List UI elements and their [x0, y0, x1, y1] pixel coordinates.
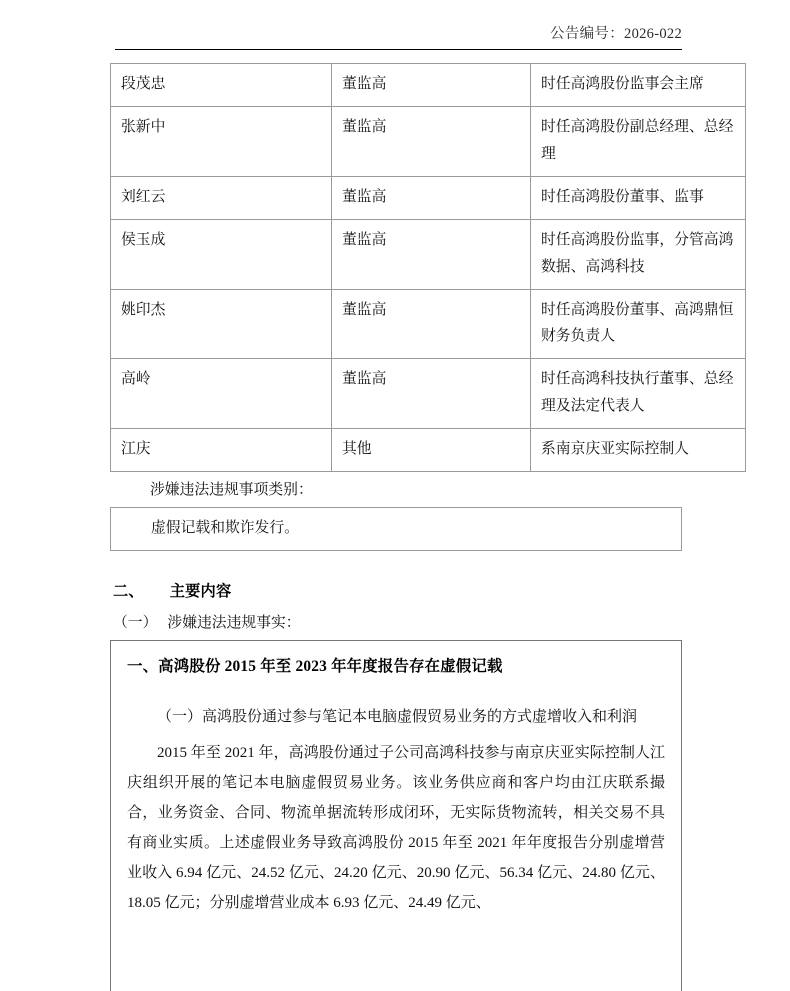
person-name-cell — [111, 359, 332, 429]
table-row — [111, 106, 746, 176]
violation-category-label: 涉嫌违法违规事项类别： — [150, 482, 313, 498]
subsection-one-label — [113, 611, 301, 632]
table-row — [111, 219, 746, 289]
person-name-cell — [111, 289, 332, 359]
person-name-cell — [111, 219, 332, 289]
person-detail-cell — [531, 64, 746, 107]
table-row — [111, 289, 746, 359]
table-row — [111, 64, 746, 107]
table-row — [111, 176, 746, 219]
person-role-cell — [332, 359, 531, 429]
person-detail: 时任高鸿股份监事会主席 — [541, 76, 704, 92]
person-role-cell — [332, 106, 531, 176]
person-name-cell — [111, 429, 332, 472]
person-role-cell — [332, 289, 531, 359]
section-two-number: 二、 — [113, 583, 144, 600]
person-detail: 系南京庆亚实际控制人 — [541, 441, 689, 458]
person-detail: 时任高鸿股份副总经理、总经理 — [541, 118, 734, 162]
person-detail: 时任高鸿股份董事、监事 — [541, 188, 704, 205]
person-detail-cell — [531, 219, 746, 289]
table-row — [111, 359, 746, 429]
person-detail-cell — [531, 289, 746, 359]
subsection-one-marker: （一） — [113, 615, 158, 631]
person-detail-cell — [531, 359, 746, 429]
header-divider — [115, 49, 682, 50]
person-role: 董监高 — [342, 301, 387, 318]
announcement-number: 公告编号：2026-022 — [550, 26, 682, 42]
person-role: 其他 — [342, 441, 372, 458]
person-detail: 时任高鸿科技执行董事、总经理及法定代表人 — [541, 371, 734, 415]
person-name: 江庆 — [121, 441, 151, 458]
table-row — [111, 429, 746, 472]
person-detail: 时任高鸿股份监事，分管高鸿数据、高鸿科技 — [541, 231, 734, 275]
people-table-body — [111, 64, 746, 472]
section-two-heading — [113, 580, 231, 601]
person-role: 董监高 — [342, 371, 387, 388]
person-name-cell — [111, 64, 332, 107]
person-name: 刘红云 — [121, 188, 166, 205]
person-name: 高岭 — [121, 371, 151, 388]
person-name-cell — [111, 106, 332, 176]
content-title: 一、高鸿股份 2015 年至 2023 年年度报告存在虚假记载 — [127, 658, 503, 675]
section-two-title: 主要内容 — [169, 583, 232, 600]
person-detail-cell — [531, 429, 746, 472]
subsection-one-title: 涉嫌违法违规事实： — [167, 615, 301, 631]
content-paragraph-2: 2015 年至 2021 年，高鸿股份通过子公司高鸿科技参与南京庆亚实际控制人江庆组织开展的笔记本电脑虚假贸易业务。该业务供应商和客户均由江庆联系撮合，业务资金、合同、物流单据流转形成闭环，无实际货物流转，相关交易不具有商业实质。上述虚假业务导致高鸿股份 2015 年至 2021 年年度报告分别虚增营业收入 6.94 亿元、24.52 亿元、24.20 亿元、20.90 亿元、56.34 亿元、24.80 亿元、18.05 亿元；分别虚增营业成本 6.93 亿元、24.49 亿元、 — [127, 744, 665, 911]
person-detail: 时任高鸿股份董事、高鸿鼎恒财务负责人 — [541, 301, 734, 345]
content-paragraph-1: （一）高鸿股份通过参与笔记本电脑虚假贸易业务的方式虚增收入和利润 — [157, 708, 638, 725]
person-detail-cell — [531, 176, 746, 219]
violation-category-value: 虚假记载和欺诈发行。 — [110, 507, 682, 551]
person-role: 董监高 — [342, 76, 387, 92]
people-table — [110, 63, 746, 472]
person-name: 侯玉成 — [121, 231, 166, 248]
person-role: 董监高 — [342, 188, 387, 205]
person-role-cell — [332, 219, 531, 289]
person-role-cell — [332, 64, 531, 107]
person-role-cell — [332, 429, 531, 472]
person-role: 董监高 — [342, 118, 387, 135]
person-role-cell — [332, 176, 531, 219]
person-name: 姚印杰 — [121, 301, 166, 318]
person-name-cell — [111, 176, 332, 219]
person-name: 张新中 — [121, 118, 166, 135]
person-detail-cell — [531, 106, 746, 176]
person-role: 董监高 — [342, 231, 387, 248]
violation-facts-box — [110, 640, 682, 991]
person-name: 段茂忠 — [121, 76, 166, 92]
